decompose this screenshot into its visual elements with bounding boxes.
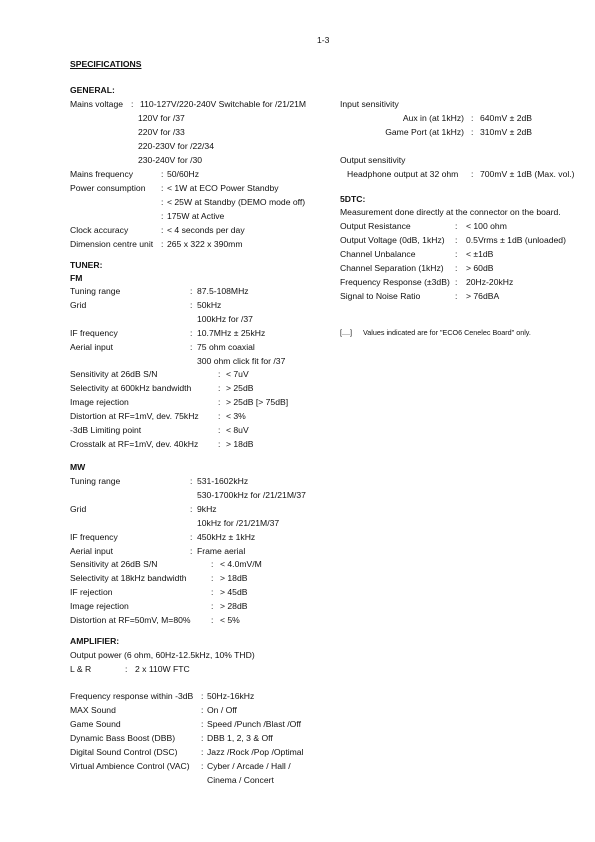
fm-row-label: -3dB Limiting point (70, 425, 142, 435)
output-power-text: Output power (6 ohm, 60Hz-12.5kHz, 10% THD) (70, 650, 255, 660)
colon: : (211, 587, 214, 597)
mw-row-value: Frame aerial (197, 546, 246, 556)
dtc-row-value: 0.5Vrms ± 1dB (unloaded) (466, 235, 566, 245)
amp-row-label: Digital Sound Control (DSC) (70, 747, 178, 757)
colon: : (125, 664, 128, 674)
input-row-label: Game Port (at 1kHz) (385, 127, 464, 137)
input-sensitivity-heading: Input sensitivity (340, 99, 399, 109)
mw-row-label: Aerial input (70, 546, 113, 556)
colon: : (201, 761, 204, 771)
amp-row-value: Cinema / Concert (207, 775, 274, 785)
dtc-row-label: Channel Separation (1kHz) (340, 263, 444, 273)
fm-row-label: Sensitivity at 26dB S/N (70, 369, 158, 379)
amp-row-label: Game Sound (70, 719, 121, 729)
colon: : (131, 99, 134, 109)
lr-label: L & R (70, 664, 92, 674)
dtc-row-label: Frequency Response (±3dB) (340, 277, 450, 287)
fm-row-value: 75 ohm coaxial (197, 342, 255, 352)
colon: : (218, 369, 221, 379)
colon: : (211, 601, 214, 611)
general-heading: GENERAL: (70, 85, 115, 95)
mw-row-value: > 18dB (220, 573, 248, 583)
fm-row-value: > 18dB (226, 439, 254, 449)
colon: : (190, 546, 193, 556)
mw-row-value: 531-1602kHz (197, 476, 249, 486)
amp-row-value: On / Off (207, 705, 237, 715)
mains-voltage-value: 110-127V/220-240V Switchable for /21/21M (140, 99, 307, 109)
dimension-value: 265 x 322 x 390mm (167, 239, 243, 249)
power-consumption-value: 175W at Active (167, 211, 225, 221)
fm-row-value: < 7uV (226, 369, 249, 379)
colon: : (161, 169, 164, 179)
fm-row-label: Tuning range (70, 286, 121, 296)
colon: : (161, 225, 164, 235)
colon: : (211, 615, 214, 625)
mw-row-value: < 4.0mV/M (220, 559, 262, 569)
fm-row-value: 50kHz (197, 300, 222, 310)
colon: : (190, 328, 193, 338)
colon: : (190, 300, 193, 310)
fm-heading: FM (70, 273, 83, 283)
fm-row-value: > 25dB [> 75dB] (226, 397, 289, 407)
mw-row-label: Selectivity at 18kHz bandwidth (70, 573, 187, 583)
colon: : (218, 439, 221, 449)
fm-row-value: > 25dB (226, 383, 254, 393)
colon: : (471, 169, 474, 179)
mw-row-value: > 28dB (220, 601, 248, 611)
lr-value: 2 x 110W FTC (135, 664, 190, 674)
mw-row-label: Grid (70, 504, 87, 514)
mw-row-value: 530-1700kHz for /21/21M/37 (197, 490, 306, 500)
fm-row-value: < 3% (226, 411, 246, 421)
amp-row-label: Dynamic Bass Boost (DBB) (70, 733, 176, 743)
mw-row-label: IF rejection (70, 587, 113, 597)
colon: : (190, 342, 193, 352)
colon: : (211, 573, 214, 583)
amplifier-heading: AMPLIFIER: (70, 636, 120, 646)
mains-frequency-value: 50/60Hz (167, 169, 200, 179)
colon: : (201, 733, 204, 743)
colon: : (471, 113, 474, 123)
dtc-row-value: < ±1dB (466, 249, 494, 259)
mains-voltage-label: Mains voltage (70, 99, 124, 109)
colon: : (201, 691, 204, 701)
mw-row-value: 450kHz ± 1kHz (197, 532, 256, 542)
power-consumption-value: < 25W at Standby (DEMO mode off) (167, 197, 306, 207)
footnote-marker: [....] (340, 328, 352, 337)
page-title: SPECIFICATIONS (70, 59, 142, 69)
dtc-row-label: Output Resistance (340, 221, 411, 231)
colon: : (455, 221, 458, 231)
fm-row-label: Aerial input (70, 342, 113, 352)
amp-row-value: DBB 1, 2, 3 & Off (207, 733, 273, 743)
colon: : (218, 397, 221, 407)
dtc-row-label: Signal to Noise Ratio (340, 291, 421, 301)
dtc-heading: 5DTC: (340, 194, 366, 204)
colon: : (218, 411, 221, 421)
fm-row-label: Grid (70, 300, 87, 310)
colon: : (455, 249, 458, 259)
dtc-row-value: < 100 ohm (466, 221, 507, 231)
amp-row-value: Cyber / Arcade / Hall / (207, 761, 291, 771)
fm-row-value: < 8uV (226, 425, 249, 435)
amp-row-label: Frequency response within -3dB (70, 691, 194, 701)
mw-row-value: 10kHz for /21/21M/37 (197, 518, 280, 528)
fm-row-value: 87.5-108MHz (197, 286, 249, 296)
amp-row-value: Speed /Punch /Blast /Off (207, 719, 301, 729)
colon: : (455, 291, 458, 301)
colon: : (161, 239, 164, 249)
fm-row-label: IF frequency (70, 328, 118, 338)
colon: : (161, 211, 164, 221)
colon: : (455, 263, 458, 273)
input-row-value: 640mV ± 2dB (480, 113, 533, 123)
power-consumption-label: Power consumption (70, 183, 146, 193)
mw-row-value: < 5% (220, 615, 240, 625)
dtc-row-label: Output Voltage (0dB, 1kHz) (340, 235, 445, 245)
colon: : (161, 197, 164, 207)
colon: : (218, 383, 221, 393)
mains-voltage-value: 220-230V for /22/34 (138, 141, 214, 151)
amp-row-label: MAX Sound (70, 705, 116, 715)
clock-accuracy-label: Clock accuracy (70, 225, 129, 235)
mw-row-label: Image rejection (70, 601, 129, 611)
colon: : (201, 719, 204, 729)
fm-row-label: Distortion at RF=1mV, dev. 75kHz (70, 411, 199, 421)
fm-row-label: Selectivity at 600kHz bandwidth (70, 383, 192, 393)
dtc-row-value: 20Hz-20kHz (466, 277, 514, 287)
colon: : (190, 286, 193, 296)
colon: : (190, 504, 193, 514)
output-sensitivity-heading: Output sensitivity (340, 155, 406, 165)
colon: : (201, 705, 204, 715)
colon: : (190, 476, 193, 486)
colon: : (211, 559, 214, 569)
headphone-output-label: Headphone output at 32 ohm (347, 169, 459, 179)
fm-row-value: 300 ohm click fit for /37 (197, 356, 286, 366)
mw-row-label: Tuning range (70, 476, 121, 486)
mains-voltage-value: 120V for /37 (138, 113, 185, 123)
fm-row-value: 10.7MHz ± 25kHz (197, 328, 266, 338)
clock-accuracy-value: < 4 seconds per day (167, 225, 245, 235)
input-row-value: 310mV ± 2dB (480, 127, 533, 137)
colon: : (455, 277, 458, 287)
amp-row-value: 50Hz-16kHz (207, 691, 255, 701)
dtc-row-label: Channel Unbalance (340, 249, 416, 259)
mains-frequency-label: Mains frequency (70, 169, 134, 179)
colon: : (471, 127, 474, 137)
fm-row-label: Image rejection (70, 397, 129, 407)
mains-voltage-value: 230-240V for /30 (138, 155, 203, 165)
amp-row-value: Jazz /Rock /Pop /Optimal (207, 747, 304, 757)
tuner-heading: TUNER: (70, 260, 103, 270)
page-number: 1-3 (317, 35, 330, 45)
footnote-text: Values indicated are for "ECO6 Cenelec Board" only. (363, 328, 531, 337)
mw-row-label: IF frequency (70, 532, 118, 542)
dtc-row-value: > 60dB (466, 263, 494, 273)
amp-row-label: Virtual Ambience Control (VAC) (70, 761, 190, 771)
input-row-label: Aux in (at 1kHz) (402, 113, 464, 123)
colon: : (161, 183, 164, 193)
dtc-note: Measurement done directly at the connector on the board. (340, 207, 561, 217)
colon: : (218, 425, 221, 435)
dtc-row-value: > 76dBA (466, 291, 500, 301)
mains-voltage-value: 220V for /33 (138, 127, 185, 137)
colon: : (201, 747, 204, 757)
mw-row-label: Sensitivity at 26dB S/N (70, 559, 158, 569)
dimension-label: Dimension centre unit (70, 239, 154, 249)
mw-heading: MW (70, 462, 86, 472)
mw-row-value: > 45dB (220, 587, 248, 597)
mw-row-label: Distortion at RF=50mV, M=80% (70, 615, 191, 625)
colon: : (190, 532, 193, 542)
power-consumption-value: < 1W at ECO Power Standby (167, 183, 279, 193)
fm-row-value: 100kHz for /37 (197, 314, 253, 324)
mw-row-value: 9kHz (197, 504, 217, 514)
colon: : (455, 235, 458, 245)
headphone-output-value: 700mV ± 1dB (Max. vol.) (480, 169, 575, 179)
fm-row-label: Crosstalk at RF=1mV, dev. 40kHz (70, 439, 199, 449)
